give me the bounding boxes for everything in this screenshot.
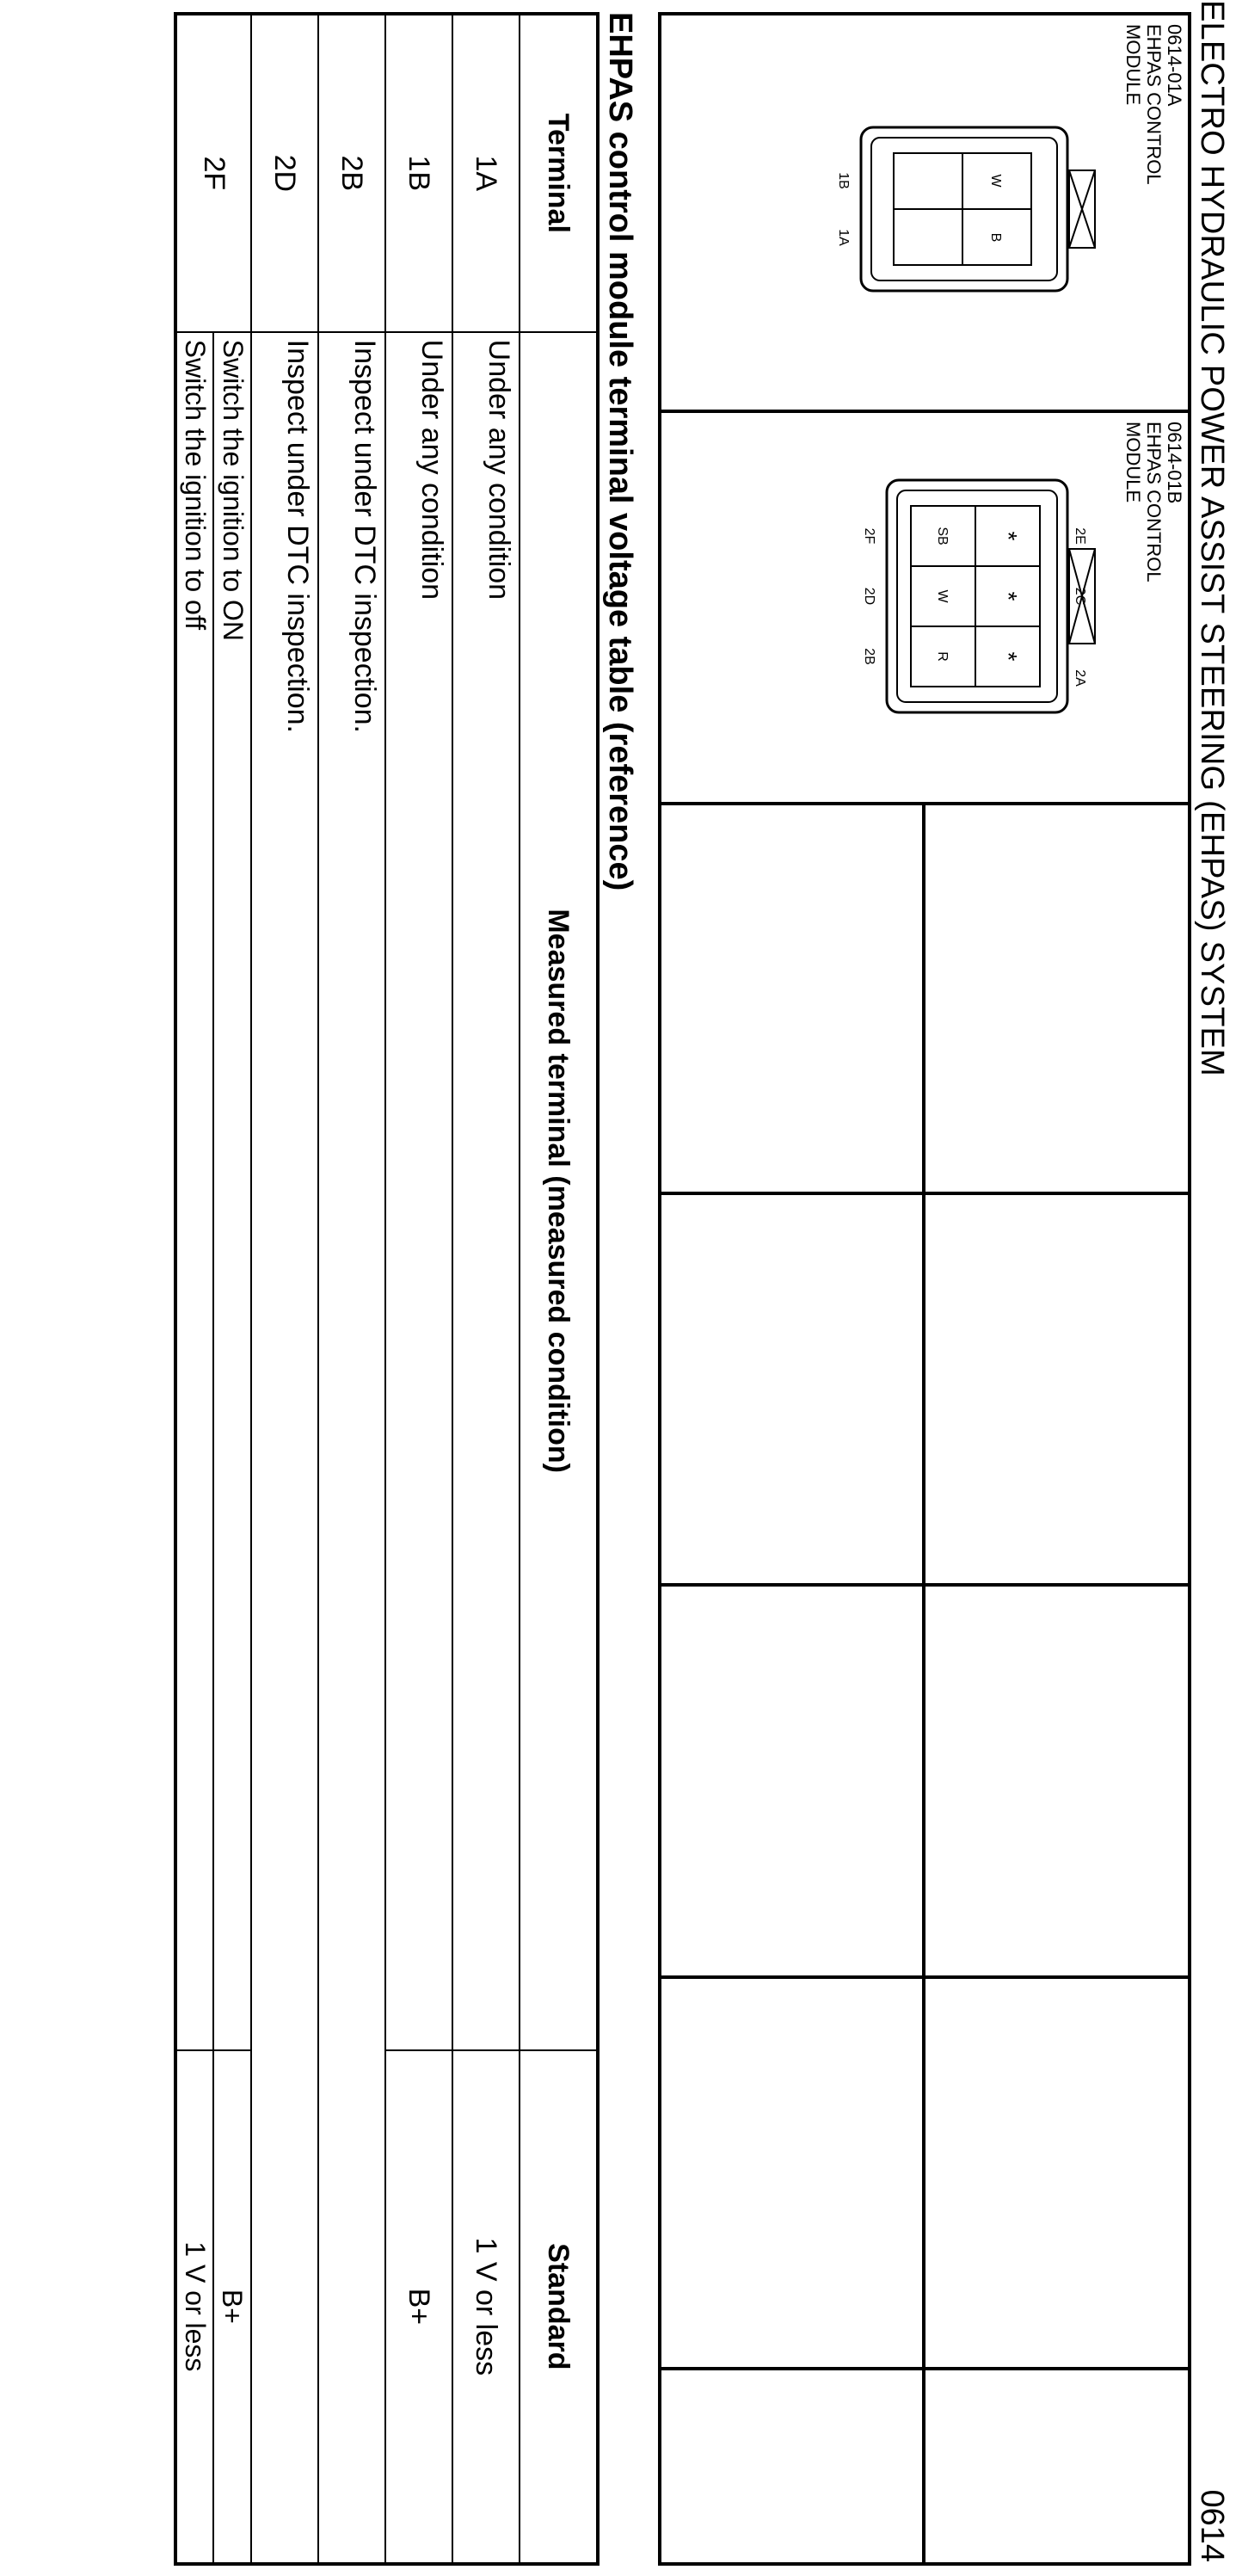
pin-wire-color: * [995, 531, 1022, 541]
voltage-table [174, 12, 600, 2566]
pin-number: 2F [862, 527, 876, 545]
table-row [318, 14, 385, 2564]
pin-wire-color: B [988, 232, 1003, 243]
pin-wire-color: * [995, 591, 1022, 601]
pin-number: 2E [1073, 527, 1087, 545]
cell-standard: B+ [213, 2050, 251, 2564]
table-row [251, 14, 318, 2564]
connector-a-name-line2: MODULE [1122, 24, 1144, 106]
connector-grid [658, 12, 1191, 2566]
cell-terminal: 2F [175, 14, 251, 332]
pin-number: 1B [836, 172, 851, 189]
connector-b-name-line2: MODULE [1122, 422, 1144, 503]
cell-terminal: 1A [452, 14, 520, 332]
table-row [175, 14, 213, 2564]
connector-a-label [1122, 24, 1184, 185]
header-standard: Standard [520, 2050, 598, 2564]
cell-standard: B+ [385, 2050, 452, 2564]
cell-standard: 1 V or less [452, 2050, 520, 2564]
cell-condition: Under any condition [385, 332, 452, 2050]
cell-condition: Inspect under DTC inspection. [251, 332, 318, 2564]
cell-standard: 1 V or less [175, 2050, 213, 2564]
cell-condition: Under any condition [452, 332, 520, 2050]
grid-divider [922, 802, 925, 2566]
pin-wire-color: W [935, 589, 950, 603]
cell-condition: Switch the ignition to off [175, 332, 213, 2050]
connector-a-name-line1: EHPAS CONTROL [1143, 24, 1165, 185]
table-row [213, 14, 251, 2564]
grid-divider [661, 410, 1188, 413]
cell-terminal: 2B [318, 14, 385, 332]
pin-number: 1A [836, 229, 851, 246]
connector-b-name-line1: EHPAS CONTROL [1143, 422, 1165, 582]
table-title: EHPAS control module terminal voltage table (reference) [602, 12, 638, 891]
cell-terminal: 2D [251, 14, 318, 332]
pin-number: 2B [862, 648, 876, 665]
page-number: 0614 [1194, 2489, 1230, 2562]
pin-number: 2D [862, 587, 876, 606]
table-row [452, 14, 520, 2564]
cell-condition: Inspect under DTC inspection. [318, 332, 385, 2564]
table-row [385, 14, 452, 2564]
pin-wire-color: SB [935, 527, 950, 545]
page-title: ELECTRO HYDRAULIC POWER ASSIST STEERING (EHPAS) SYSTEM [1194, 0, 1230, 1076]
header-terminal: Terminal [520, 14, 598, 332]
pin-wire-color: * [995, 651, 1022, 662]
pin-number: 2C [1073, 587, 1087, 606]
connector-a-diagram [827, 119, 1102, 308]
pin-wire-color: W [988, 174, 1003, 188]
table-header-row [520, 14, 598, 2564]
connector-a-id: 0614-01A [1164, 24, 1185, 107]
pin-wire-color: R [935, 651, 950, 662]
connector-b-label [1122, 422, 1184, 582]
connector-b-id: 0614-01B [1164, 422, 1185, 504]
cell-terminal: 1B [385, 14, 452, 332]
pin-number: 2A [1073, 669, 1087, 687]
header-condition: Measured terminal (measured condition) [520, 332, 598, 2050]
cell-condition: Switch the ignition to ON [213, 332, 251, 2050]
connector-b-diagram [844, 463, 1102, 738]
